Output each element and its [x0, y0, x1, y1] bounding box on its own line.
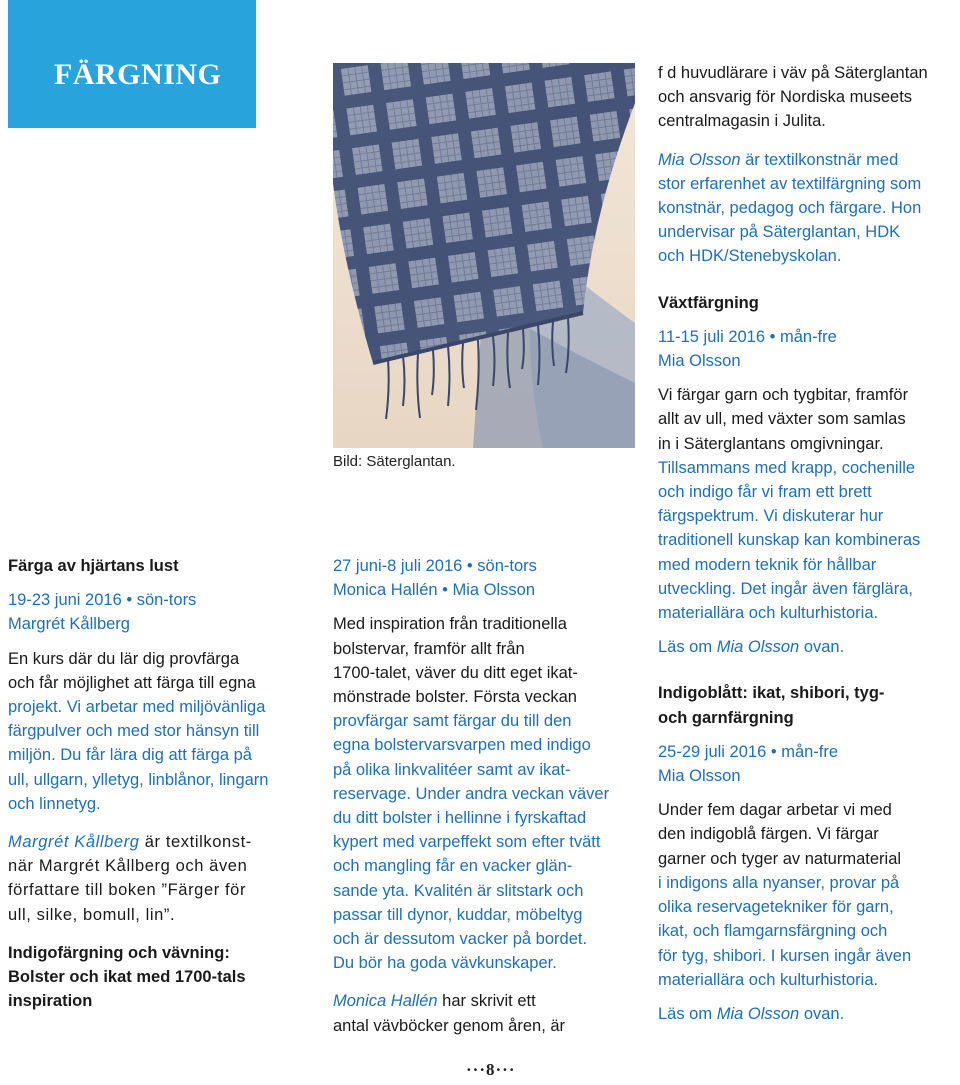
body-line: färgspektrum. Vi diskuterar hur	[658, 507, 884, 526]
course-teacher: Mia Olsson	[658, 352, 741, 371]
next-course-heading: Indigofärgning och vävning:	[8, 943, 230, 962]
body-line: i indigons alla nyanser, provar på	[658, 873, 900, 892]
section-title: FÄRGNING	[54, 58, 222, 91]
course-title: och garnfärgning	[658, 708, 794, 727]
body-line: egna bolstervarsvarpen med indigo	[333, 736, 591, 755]
body-line: garner och tyger av naturmaterial	[658, 849, 902, 868]
body-line: sande yta. Kvalitén är slitstark och	[333, 881, 584, 900]
body-line: materiallära och kulturhistoria.	[658, 970, 879, 989]
body-line: materiallära och kulturhistoria.	[658, 604, 879, 623]
textile-photo	[333, 63, 635, 448]
bio-line: ull, silke, bomull, lin”.	[8, 905, 176, 924]
body-line: in i Säterglantans omgivningar.	[658, 434, 884, 453]
body-line: Under fem dagar arbetar vi med	[658, 801, 892, 820]
bio-line: Margrét Kållberg är textilkonst-	[8, 833, 252, 852]
intro-line: f d huvudlärare i väv på Säterglantan	[658, 64, 928, 82]
read-more-name: Mia Olsson	[716, 1004, 800, 1023]
intro-line: och ansvarig för Nordiska museets	[658, 88, 913, 107]
course-teacher: Margrét Kållberg	[8, 615, 130, 634]
bio-line: stor erfarenhet av textilfärgning som	[658, 174, 922, 193]
left-column	[8, 554, 308, 1013]
body-line: miljön. Du får lära dig att färga på	[8, 746, 252, 765]
bio-line: när Margrét Kållberg och även	[8, 857, 248, 876]
body-line: ikat, och flamgarnsfärgning och	[658, 922, 888, 941]
next-course-heading: inspiration	[8, 992, 93, 1011]
body-line: och indigo får vi fram ett brett	[658, 483, 872, 502]
photo-caption: Bild: Säterglantan.	[333, 453, 456, 470]
body-line: och mangling får en vacker glän-	[333, 857, 573, 876]
course-title: Färga av hjärtans lust	[8, 557, 179, 575]
page-number: ···8···	[466, 1060, 516, 1079]
course-date: 25-29 juli 2016 • mån-fre	[658, 742, 839, 761]
body-line: olika reservagetekniker för garn,	[658, 898, 894, 917]
body-line: med modern teknik för hållbar	[658, 555, 877, 574]
middle-column	[333, 554, 638, 1038]
body-line: En kurs där du lär dig provfärga	[8, 649, 240, 668]
body-line: Tillsammans med krapp, cochenille	[658, 458, 916, 477]
body-line: kypert med varpeffekt som efter tvätt	[333, 833, 601, 852]
body-line: bolstervar, framför allt från	[333, 639, 525, 658]
read-more-line: Läs om Mia Olsson ovan.	[658, 638, 845, 657]
course-date: 27 juni-8 juli 2016 • sön-tors	[333, 557, 537, 575]
bio-line: Monica Hallén har skrivit ett	[333, 992, 536, 1011]
bio-line: författare till boken ”Färger för	[8, 881, 247, 900]
body-line: passar till dynor, kuddar, möbeltyg	[333, 905, 583, 924]
body-line: Vi färgar garn och tygbitar, framför	[658, 386, 909, 405]
bio-name: Margrét Kållberg	[8, 833, 140, 852]
body-line: 1700-talet, väver du ditt eget ikat-	[333, 663, 578, 682]
body-line: färgpulver och med stor hänsyn till	[8, 722, 260, 741]
course-date: 11-15 juli 2016 • mån-fre	[658, 327, 837, 346]
body-line: provfärgar samt färgar du till den	[333, 712, 572, 731]
body-line: mönstrade bolster. Första veckan	[333, 688, 577, 707]
body-line: utveckling. Det ingår även färglära,	[658, 579, 913, 598]
bio-line: konstnär, pedagog och färgare. Hon	[658, 199, 922, 218]
body-line: ull, ullgarn, ylletyg, linblånor, lingarn	[8, 770, 269, 789]
textile-image	[333, 63, 635, 448]
body-line: reservage. Under andra veckan väver	[333, 784, 610, 803]
bio-line: antal vävböcker genom åren, är	[333, 1016, 566, 1035]
course-teachers: Monica Hallén • Mia Olsson	[333, 581, 536, 600]
section-header-box	[8, 0, 256, 128]
bio-name: Monica Hallén	[333, 992, 438, 1011]
bio-line: undervisar på Säterglantan, HDK	[658, 223, 901, 242]
course-title: Växtfärgning	[658, 293, 759, 312]
body-line: allt av ull, med växter som samlas	[658, 410, 906, 429]
body-line: och linnetyg.	[8, 794, 101, 813]
body-line: Med inspiration från traditionella	[333, 615, 567, 634]
body-line: den indigoblå färgen. Vi färgar	[658, 825, 879, 844]
body-line: för tyg, shibori. I kursen ingår även	[658, 946, 912, 965]
read-more-line: Läs om Mia Olsson ovan.	[658, 1004, 845, 1023]
right-column	[658, 61, 958, 1026]
bio-line: Mia Olsson är textilkonstnär med	[658, 150, 899, 169]
bio-line: och HDK/Stenebyskolan.	[658, 247, 842, 266]
next-course-heading: Bolster och ikat med 1700-tals	[8, 968, 246, 987]
body-line: projekt. Vi arbetar med miljövänliga	[8, 698, 266, 717]
body-line: och får möjlighet att färga till egna	[8, 673, 256, 692]
course-teacher: Mia Olsson	[658, 767, 741, 786]
body-line: Du bör ha goda vävkunskaper.	[333, 954, 557, 973]
course-date: 19-23 juni 2016 • sön-tors	[8, 591, 197, 610]
body-line: och är dessutom vacker på bordet.	[333, 930, 588, 949]
bio-name: Mia Olsson	[658, 150, 741, 169]
intro-line: centralmagasin i Julita.	[658, 112, 826, 131]
body-line: på olika linkvalitéer samt av ikat-	[333, 760, 571, 779]
read-more-name: Mia Olsson	[716, 638, 800, 657]
course-title: Indigoblått: ikat, shibori, tyg-	[658, 684, 885, 703]
body-line: traditionell kunskap kan kombineras	[658, 531, 921, 550]
body-line: du ditt bolster i hellinne i fyrskaftad	[333, 809, 587, 828]
